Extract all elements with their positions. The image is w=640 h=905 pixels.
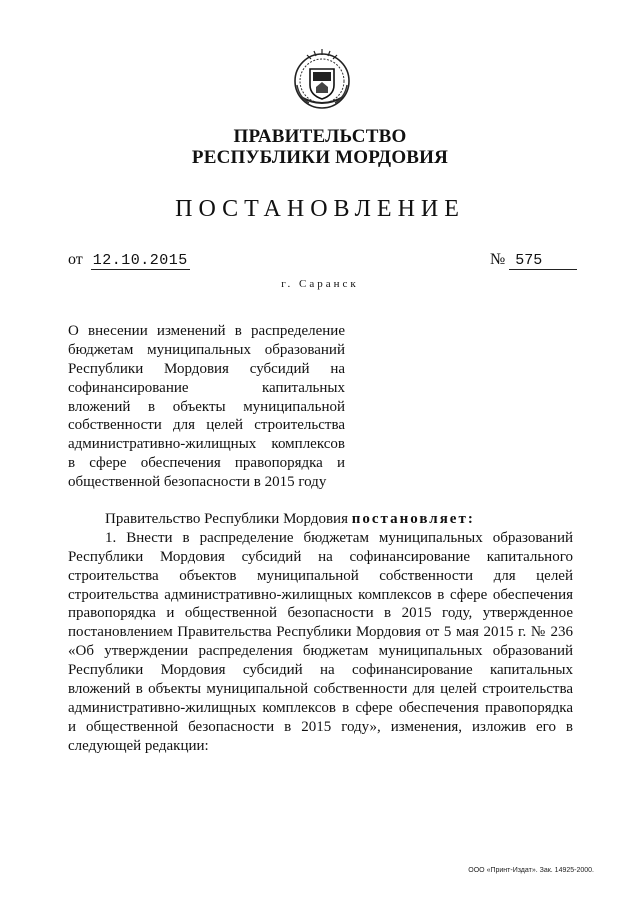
number-row xyxy=(490,251,577,270)
mordovia-coat-of-arms-icon xyxy=(289,47,355,111)
subject-line: вложений в объекты муниципальной xyxy=(68,398,345,415)
preamble-keyword: постановляет: xyxy=(351,511,475,527)
body-line: Республики Мордовия субсидий на софинансирование капитальных xyxy=(68,662,573,679)
body-line: строительства административно-жилищных комплексов в сфере обеспечения xyxy=(68,586,573,603)
number-label: № xyxy=(490,251,506,268)
body-line: «Об утверждении распределения бюджетам муниципальных образований xyxy=(68,643,573,660)
preamble-line xyxy=(68,510,573,529)
subject-line: общественной безопасности в 2015 году xyxy=(68,474,327,491)
government-title-line2: РЕСПУБЛИКИ МОРДОВИЯ xyxy=(191,147,449,168)
body-line: следующей редакции: xyxy=(68,737,209,754)
subject-line: софинансирование капитальных xyxy=(68,379,345,396)
subject-line: собственности для целей строительства xyxy=(68,417,345,434)
body-line: и общественной безопасности в 2015 году», изменения, изложив его в xyxy=(68,718,573,735)
body-line: административно-жилищных комплексов в сфере обеспечения правопорядка xyxy=(68,699,573,716)
body-line: строительства объектов муниципальной собственности для целей xyxy=(68,567,573,584)
subject-block xyxy=(68,322,345,492)
number-value: 575 xyxy=(509,252,577,270)
body-line: постановлением Правительства Республики Мордовия от 5 мая 2015 г. № 236 xyxy=(68,624,573,641)
subject-line: Республики Мордовия субсидий на xyxy=(68,360,345,377)
date-row xyxy=(68,251,190,270)
subject-line: О внесении изменений в распределение xyxy=(68,323,345,339)
government-title-line1: ПРАВИТЕЛЬСТВО xyxy=(233,126,407,147)
body-line: вложений в объекты муниципальной собственности для целей строительства xyxy=(68,681,573,698)
resolution-body xyxy=(68,510,573,756)
subject-line: в сфере обеспечения правопорядка и xyxy=(68,455,345,472)
document-type-heading: ПОСТАНОВЛЕНИЕ xyxy=(175,196,465,222)
subject-line: административно-жилищных комплексов xyxy=(68,436,345,453)
body-line: правопорядка и общественной безопасности в 2015 году, утвержденное xyxy=(68,605,573,622)
subject-line: бюджетам муниципальных образований xyxy=(68,341,345,358)
date-value: 12.10.2015 xyxy=(92,252,188,269)
body-line: Республики Мордовия субсидий на софинансирование капитального xyxy=(68,548,573,565)
preamble-prefix: Правительство Республики Мордовия xyxy=(105,511,348,527)
date-label: от xyxy=(68,251,83,268)
printer-note: ООО «Принт-Издат». Зак. 14925-2000. xyxy=(468,867,594,874)
city-line: г. Саранск xyxy=(281,278,359,290)
body-line: 1. Внести в распределение бюджетам муниципальных образований xyxy=(105,529,573,546)
